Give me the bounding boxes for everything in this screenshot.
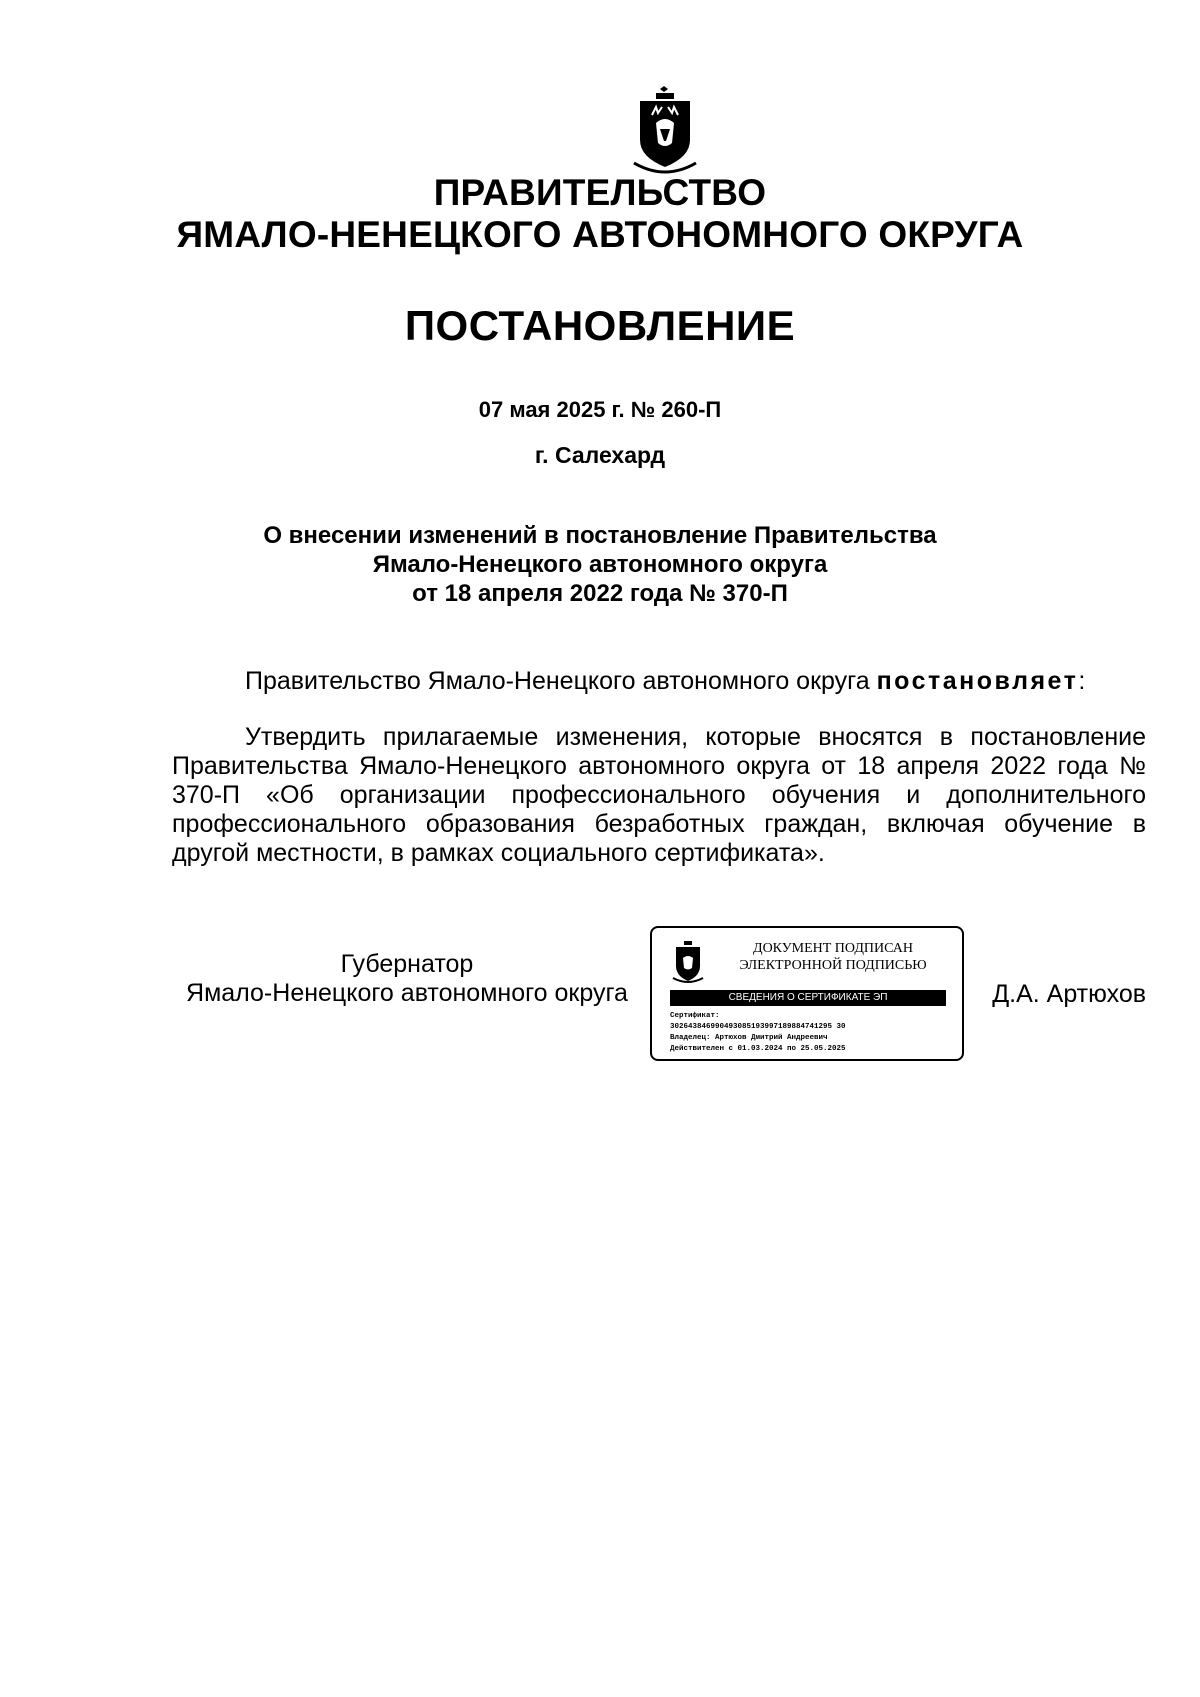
document-title-line3: от 18 апреля 2022 года № 370-П	[412, 580, 788, 607]
stamp-heading-line1: ДОКУМЕНТ ПОДПИСАН	[753, 941, 913, 956]
coat-of-arms-icon	[630, 85, 700, 175]
electronic-signature-stamp	[650, 926, 964, 1061]
stamp-emblem-icon	[672, 940, 704, 984]
stamp-validity: Действителен с 01.03.2024 по 25.05.2025	[670, 1045, 846, 1053]
signatory-name: Д.А. Артюхов	[992, 980, 1146, 1008]
stamp-owner: Владелец: Артюхов Дмитрий Андреевич	[670, 1034, 828, 1042]
document-title-line1: О внесении изменений в постановление Правительства	[263, 522, 937, 549]
signatory-position-line2: Ямало-Ненецкого автономного округа	[186, 979, 628, 1007]
stamp-heading-line2: ЭЛЕКТРОННОЙ ПОДПИСЬЮ	[739, 958, 927, 973]
body-paragraph: Утвердить прилагаемые изменения, которые вносятся в постановление Правительства Ямало-Ненецкого автономного округа от 18 апреля 2022 года № 370-П «Об организации профессионального обучения и дополнительного профессионального образования безработных граждан, включая обучение в другой местности, в рамках социального сертификата».	[172, 723, 1146, 867]
stamp-cert-label: Сертификат:	[670, 1012, 720, 1020]
document-city: г. Салехард	[534, 442, 666, 468]
government-title-line1: ПРАВИТЕЛЬСТВО	[433, 172, 767, 213]
document-title	[0, 521, 1200, 608]
intro-bold-word: постановляет	[876, 667, 1079, 695]
document-title-line2: Ямало-Ненецкого автономного округа	[372, 551, 828, 578]
signatory-position	[172, 950, 642, 1008]
stamp-heading	[718, 940, 948, 974]
intro-text: Правительство Ямало-Ненецкого автономного округа	[245, 667, 877, 695]
intro-tail: :	[1078, 667, 1086, 695]
stamp-cert-value: 302643846990493085193997189884741295 30	[670, 1023, 846, 1031]
document-type: ПОСТАНОВЛЕНИЕ	[404, 302, 796, 349]
government-title-line2: ЯМАЛО-НЕНЕЦКОГО АВТОНОМНОГО ОКРУГА	[176, 214, 1024, 255]
signatory-position-line1: Губернатор	[340, 950, 474, 978]
intro-paragraph	[245, 667, 1085, 696]
document-date-number: 07 мая 2025 г. № 260-П	[478, 397, 722, 422]
stamp-certificate-bar: СВЕДЕНИЯ О СЕРТИФИКАТЕ ЭП	[670, 990, 946, 1006]
